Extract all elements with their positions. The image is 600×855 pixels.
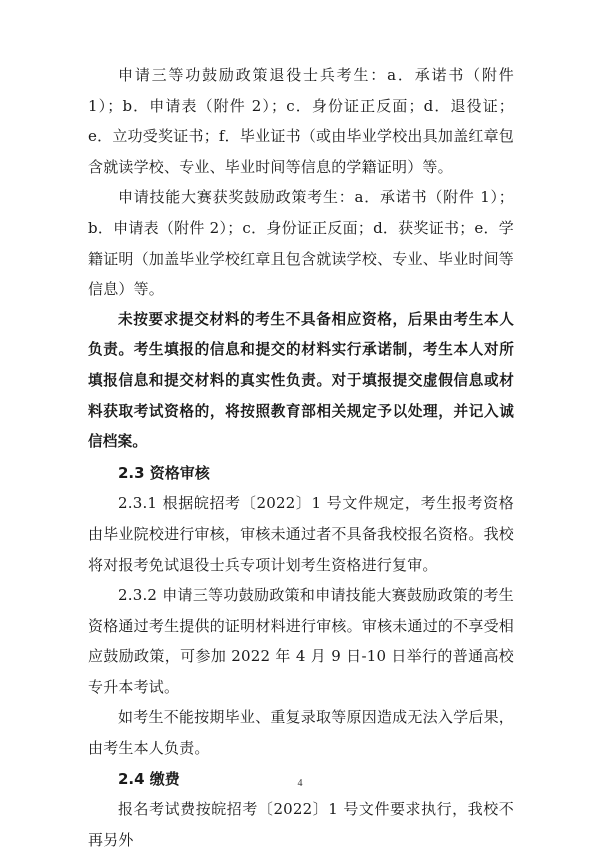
paragraph-graduation-responsibility: 如考生不能按期毕业、重复录取等原因造成无法入学后果，由考生本人负责。: [88, 708, 514, 758]
section-heading-qualification-review: 2.3 资格审核: [118, 463, 210, 482]
paragraph-2-3-1: 2.3.1 根据皖招考〔2022〕1 号文件规定，考生报考资格由毕业院校进行审核，审核未通过者不具备我校报名资格。我校将对报考免试退役士兵专项计划考生资格进行复审。: [88, 494, 514, 574]
document-body: [88, 60, 514, 855]
paragraph-2-3-2: 2.3.2 申请三等功鼓励政策和申请技能大赛鼓励政策的考生资格通过考生提供的证明材料进行审核。审核未通过的不享受相应鼓励政策，可参加 2022 年 4 月 9 日-10 日举行的普通高校专升本考试。: [88, 586, 514, 696]
page-number: 4: [297, 778, 303, 789]
paragraph-merit-veterans: 申请三等功鼓励政策退役士兵考生：a．承诺书（附件 1）；b．申请表（附件 2）；c．身份证正反面；d．退役证；e．立功受奖证书；f．毕业证书（或由毕业学校出具加盖红章包含就读学校、专业、毕业时间等信息的学籍证明）等。: [88, 66, 514, 176]
section-heading-payment: 2.4 缴费: [118, 769, 180, 788]
paragraph-payment: 报名考试费按皖招考〔2022〕1 号文件要求执行，我校不再另外: [88, 800, 514, 849]
paragraph-skills-contest: 申请技能大赛获奖鼓励政策考生：a．承诺书（附件 1）；b．申请表（附件 2）；c．身份证正反面；d．获奖证书；e．学籍证明（加盖毕业学校红章且包含就读学校、专业、毕业时间等信息）等。: [88, 188, 514, 299]
paragraph-integrity-notice: 未按要求提交材料的考生不具备相应资格，后果由考生本人负责。考生填报的信息和提交的材料实行承诺制，考生本人对所填报信息和提交材料的真实性负责。对于填报提交虚假信息或材料获取考试资格的，将按照教育部相关规定予以处理，并记入诚信档案。: [88, 310, 514, 451]
